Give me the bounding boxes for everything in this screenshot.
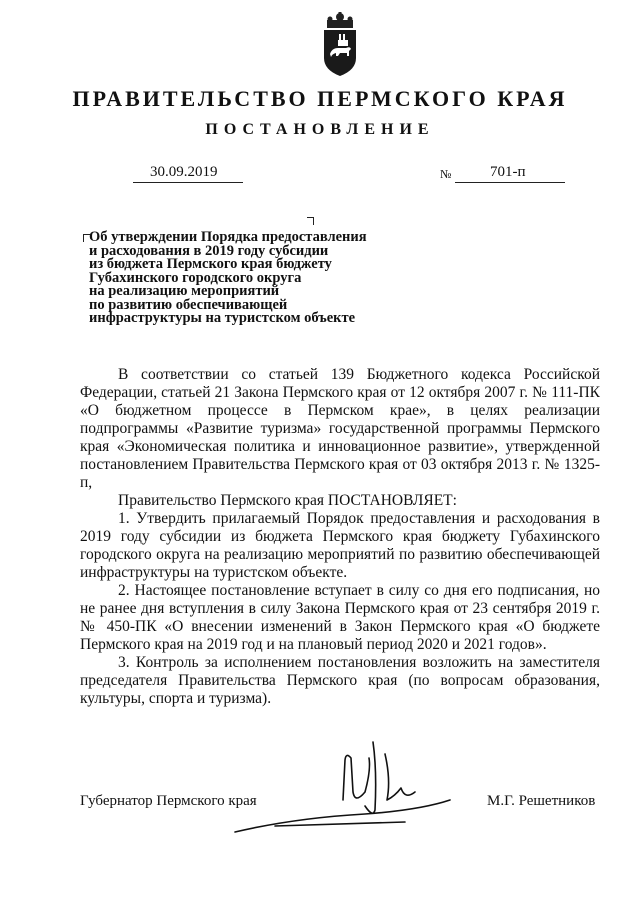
subject-line: из бюджета Пермского края бюджету	[89, 256, 332, 272]
document-date: 30.09.2019	[150, 164, 218, 180]
subject-line: Губахинского городского округа	[89, 269, 302, 286]
item-2-paragraph: 2. Настоящее постановление вступает в силу со дня его подписания, но не ранее дня вступления в силу Закона Пермского края от 23 сентября 2019 г. № 450-ПК «О внесении изменений в Закон Пермского края «О бюджете Пермского края на 2019 год и на плановый период 2020 и 2021 годов».	[80, 582, 600, 653]
document-number: 701-п	[490, 164, 526, 180]
number-sign: №	[440, 167, 452, 181]
signer-name: М.Г. Решетников	[487, 793, 596, 809]
government-title: ПРАВИТЕЛЬСТВО ПЕРМСКОГО КРАЯ	[72, 86, 568, 111]
subject-bracket-right	[307, 217, 314, 225]
handwritten-signature-icon	[215, 730, 455, 840]
subject-line: на реализацию мероприятий	[89, 283, 280, 299]
subject-line: Об утверждении Порядка предоставления	[89, 229, 367, 245]
document-type: ПОСТАНОВЛЕНИЕ	[205, 121, 435, 138]
subject-line: инфраструктуры на туристском объекте	[89, 310, 356, 326]
item-3-paragraph: 3. Контроль за исполнением постановления возложить на заместителя председателя Правительства Пермского края (по вопросам образования, культуры, спорта и туризма).	[80, 654, 600, 707]
signer-position: Губернатор Пермского края	[80, 793, 257, 809]
subject-line: по развитию обеспечивающей	[89, 296, 288, 313]
coat-of-arms-icon	[318, 12, 362, 78]
subject-line: и расходования в 2019 году субсидии	[89, 242, 329, 259]
document-body	[80, 366, 600, 708]
item-1-paragraph: 1. Утвердить прилагаемый Порядок предоставления и расходования в 2019 году субсидии из бюджета Пермского края бюджету Губахинского городского округа на реализацию мероприятий по развитию обеспечивающей инфраструктуры на туристском объекте.	[80, 510, 600, 581]
document-subject	[89, 231, 367, 326]
preamble-paragraph: В соответствии со статьей 139 Бюджетного кодекса Российской Федерации, статьей 21 Закона Пермского края от 12 октября 2007 г. № 111-ПК «О бюджетном процессе в Пермском крае», в целях реализации подпрограммы «Развитие туризма» государственной программы Пермского края «Экономическая политика и инновационное развитие», утвержденной постановлением Правительства Пермского края от 03 октября 2013 г. № 1325-п,	[80, 366, 600, 491]
decree-paragraph: Правительство Пермского края ПОСТАНОВЛЯЕТ:	[118, 492, 457, 509]
